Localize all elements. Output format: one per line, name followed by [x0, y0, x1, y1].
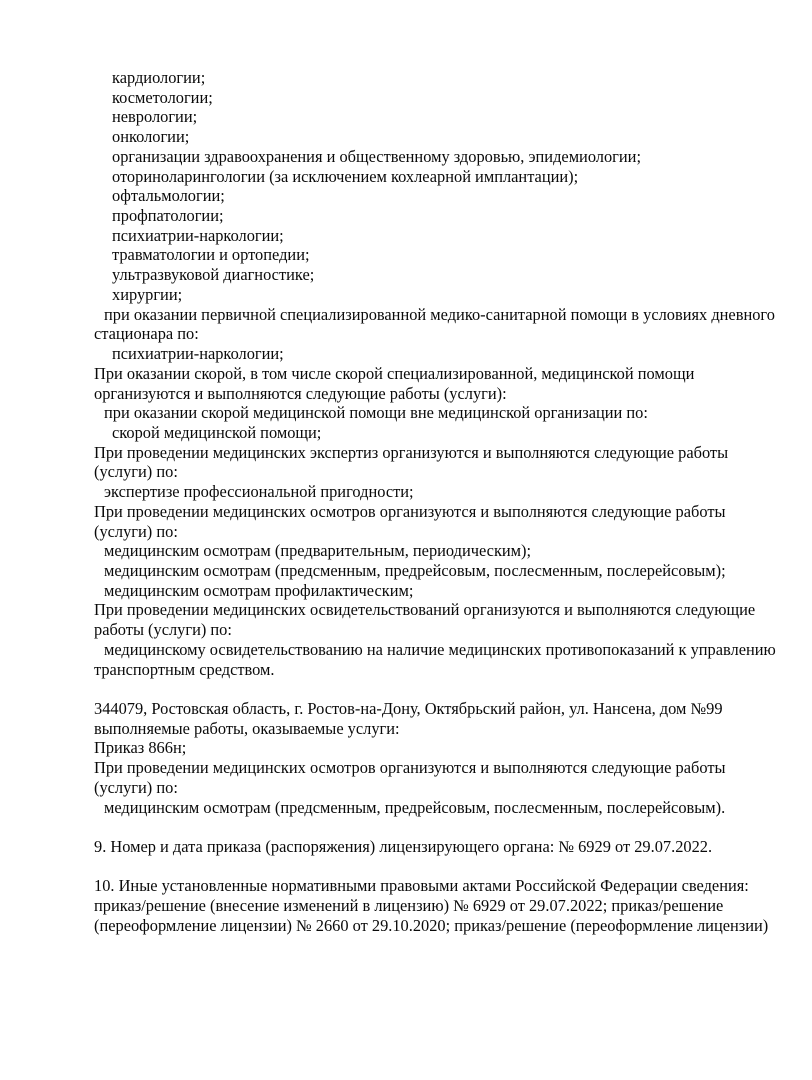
- text-line: хирургии;: [112, 284, 183, 304]
- text-line: экспертизе профессиональной пригодности;: [104, 482, 414, 502]
- text-line: офтальмологии;: [112, 186, 225, 206]
- document-text: [94, 68, 776, 936]
- text-line: неврологии;: [112, 107, 198, 127]
- text-line: ультразвуковой диагностике;: [112, 265, 315, 285]
- text-line: стационара по:: [94, 324, 199, 344]
- blank-line: [94, 679, 776, 699]
- text-line: организуются и выполняются следующие работы (услуги):: [94, 383, 507, 403]
- text-line: кардиологии;: [112, 68, 206, 87]
- text-line: оториноларингологии (за исключением кохлеарной имплантации);: [112, 166, 579, 186]
- text-line: профпатологии;: [112, 206, 224, 226]
- blank-line: [94, 817, 776, 837]
- text-line: травматологии и ортопедии;: [112, 245, 310, 265]
- text-line: (переоформление лицензии) № 2660 от 29.10.2020; приказ/решение (переоформление лицензии): [94, 915, 769, 935]
- text-line: скорой медицинской помощи;: [112, 422, 322, 442]
- text-line: медицинским осмотрам (предварительным, периодическим);: [104, 541, 532, 561]
- text-line: косметологии;: [112, 87, 213, 107]
- text-line: выполняемые работы, оказываемые услуги:: [94, 718, 400, 738]
- text-line: (услуги) по:: [94, 462, 178, 482]
- text-line: медицинским осмотрам (предсменным, предрейсовым, послесменным, послерейсовым);: [104, 560, 726, 580]
- text-line: Приказ 866н;: [94, 738, 187, 758]
- text-line: психиатрии-наркологии;: [112, 225, 284, 245]
- text-line: медицинским осмотрам профилактическим;: [104, 580, 414, 600]
- text-line: При оказании скорой, в том числе скорой специализированной, медицинской помощи: [94, 363, 695, 383]
- text-line: приказ/решение (внесение изменений в лицензию) № 6929 от 29.07.2022; приказ/решение: [94, 896, 724, 916]
- text-line: (услуги) по:: [94, 777, 178, 797]
- text-line: медицинским осмотрам (предсменным, предрейсовым, послесменным, послерейсовым).: [104, 797, 726, 817]
- blank-line: [94, 857, 776, 877]
- text-line: организации здравоохранения и общественному здоровью, эпидемиологии;: [112, 146, 642, 166]
- text-line: онкологии;: [112, 127, 190, 147]
- text-line: 9. Номер и дата приказа (распоряжения) лицензирующего органа: № 6929 от 29.07.2022.: [94, 837, 713, 857]
- text-line: 344079, Ростовская область, г. Ростов-на-Дону, Октябрьский район, ул. Нансена, дом №99: [94, 699, 723, 718]
- text-line: При проведении медицинских осмотров организуются и выполняются следующие работы: [94, 501, 726, 521]
- text-line: При проведении медицинских освидетельствований организуются и выполняются следующие: [94, 600, 756, 620]
- text-line: при оказании скорой медицинской помощи вне медицинской организации по:: [104, 403, 648, 423]
- text-line: 10. Иные установленные нормативными правовыми актами Российской Федерации сведения:: [94, 876, 749, 896]
- text-line: (услуги) по:: [94, 521, 178, 541]
- text-line: транспортным средством.: [94, 659, 275, 679]
- text-line: психиатрии-наркологии;: [112, 344, 284, 364]
- text-line: медицинскому освидетельствованию на наличие медицинских противопоказаний к управлению: [104, 639, 776, 659]
- text-line: работы (услуги) по:: [94, 620, 232, 640]
- text-line: При проведении медицинских осмотров организуются и выполняются следующие работы: [94, 758, 726, 778]
- text-line: при оказании первичной специализированной медико-санитарной помощи в условиях дневного: [104, 304, 775, 324]
- text-line: При проведении медицинских экспертиз организуются и выполняются следующие работы: [94, 442, 729, 462]
